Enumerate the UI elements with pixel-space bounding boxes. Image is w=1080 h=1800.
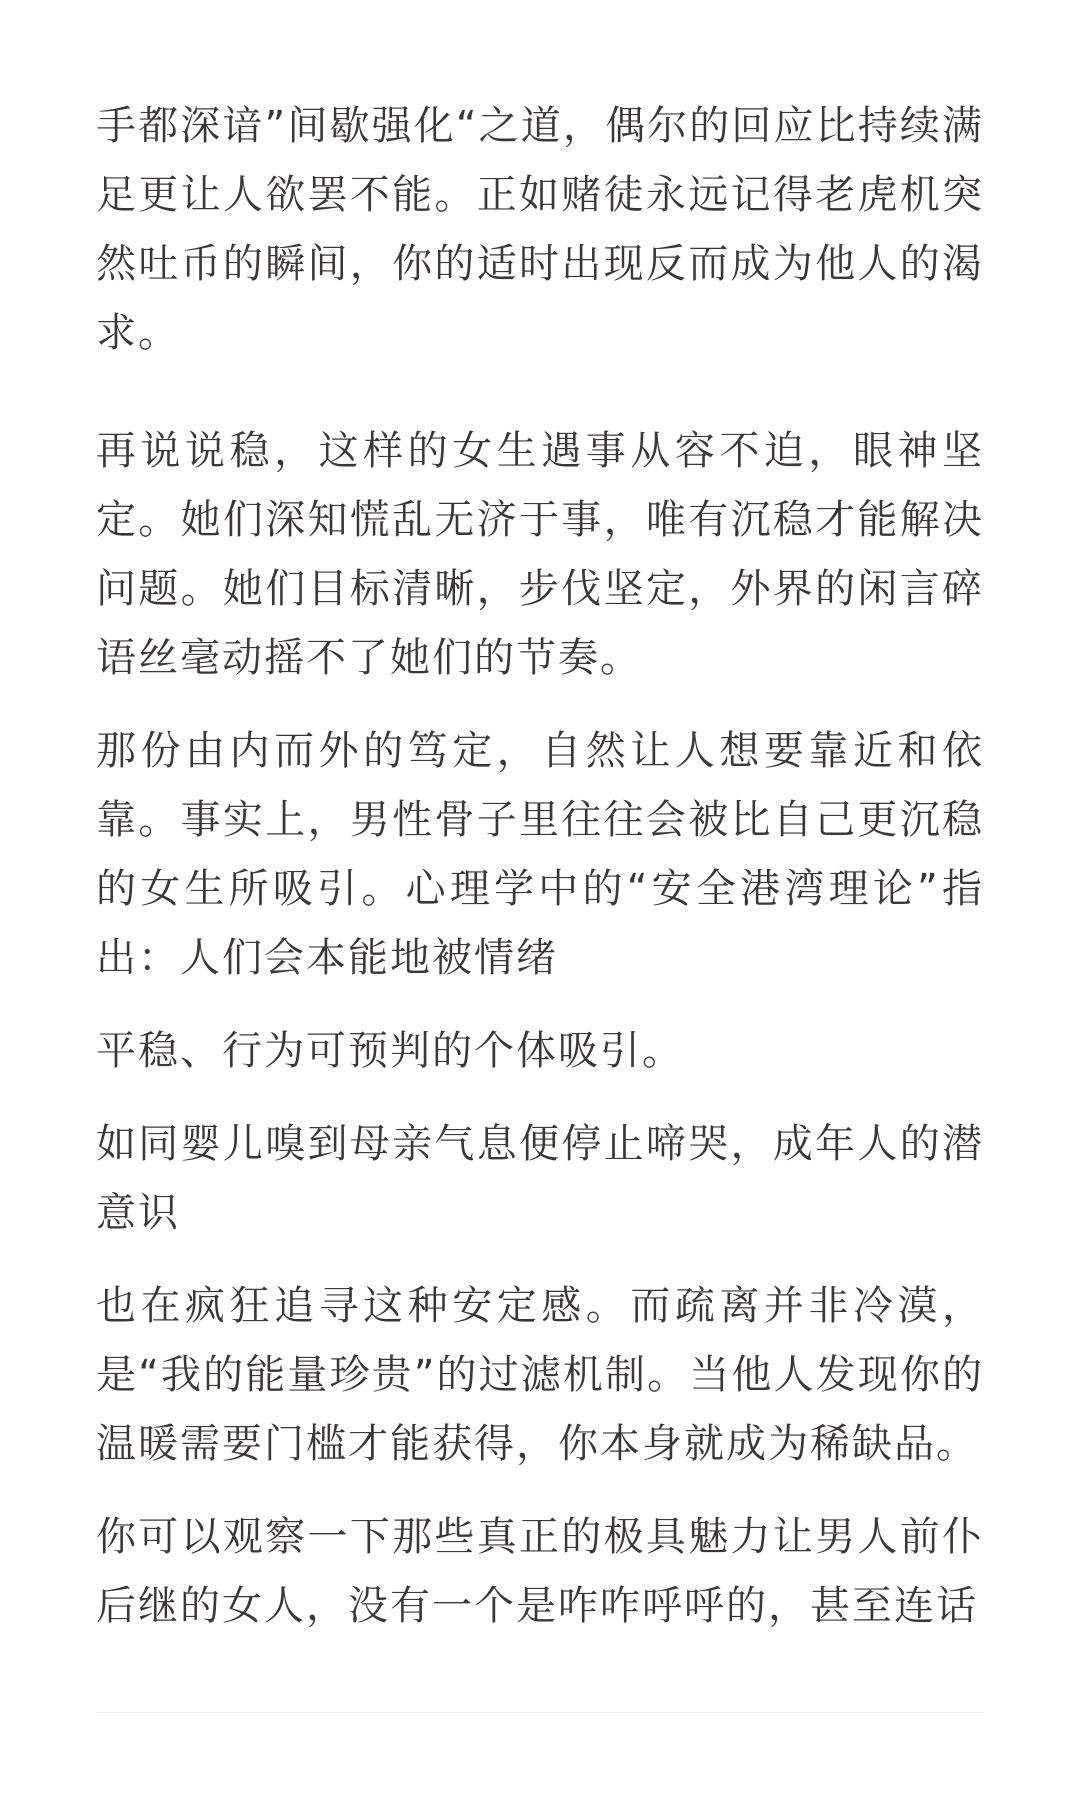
divider [96,1712,984,1713]
paragraph-3: 那份由内而外的笃定，自然让人想要靠近和依靠。事实上，男性骨子里往往会被比自己更沉稳的女生所吸引。心理学中的“安全港湾理论”指出：人们会本能地被情绪 [96,728,984,981]
paragraph-5: 如同婴儿嗅到母亲气息便停止啼哭，成年人的潜意识 [96,1121,984,1236]
paragraph-1: 手都深谙”间歇强化“之道，偶尔的回应比持续满足更让人欲罢不能。正如赌徒永远记得老虎机突然吐币的瞬间，你的适时出现反而成为他人的渴求。 [96,103,984,356]
paragraph-2: 再说说稳，这样的女生遇事从容不迫，眼神坚定。她们深知慌乱无济于事，唯有沉稳才能解决问题。她们目标清晰，步伐坚定，外界的闲言碎语丝毫动摇不了她们的节奏。 [96,428,984,681]
paragraph-6: 也在疯狂追寻这种安定感。而疏离并非冷漠，是“我的能量珍贵”的过滤机制。当他人发现你的温暖需要门槛才能获得，你本身就成为稀缺品。 [96,1283,984,1467]
article-body [96,92,984,1665]
paragraph-7: 你可以观察一下那些真正的极具魅力让男人前仆后继的女人，没有一个是咋咋呼呼的，甚至连话 [96,1514,984,1629]
paragraph-4: 平稳、行为可预判的个体吸引。 [96,1028,684,1074]
